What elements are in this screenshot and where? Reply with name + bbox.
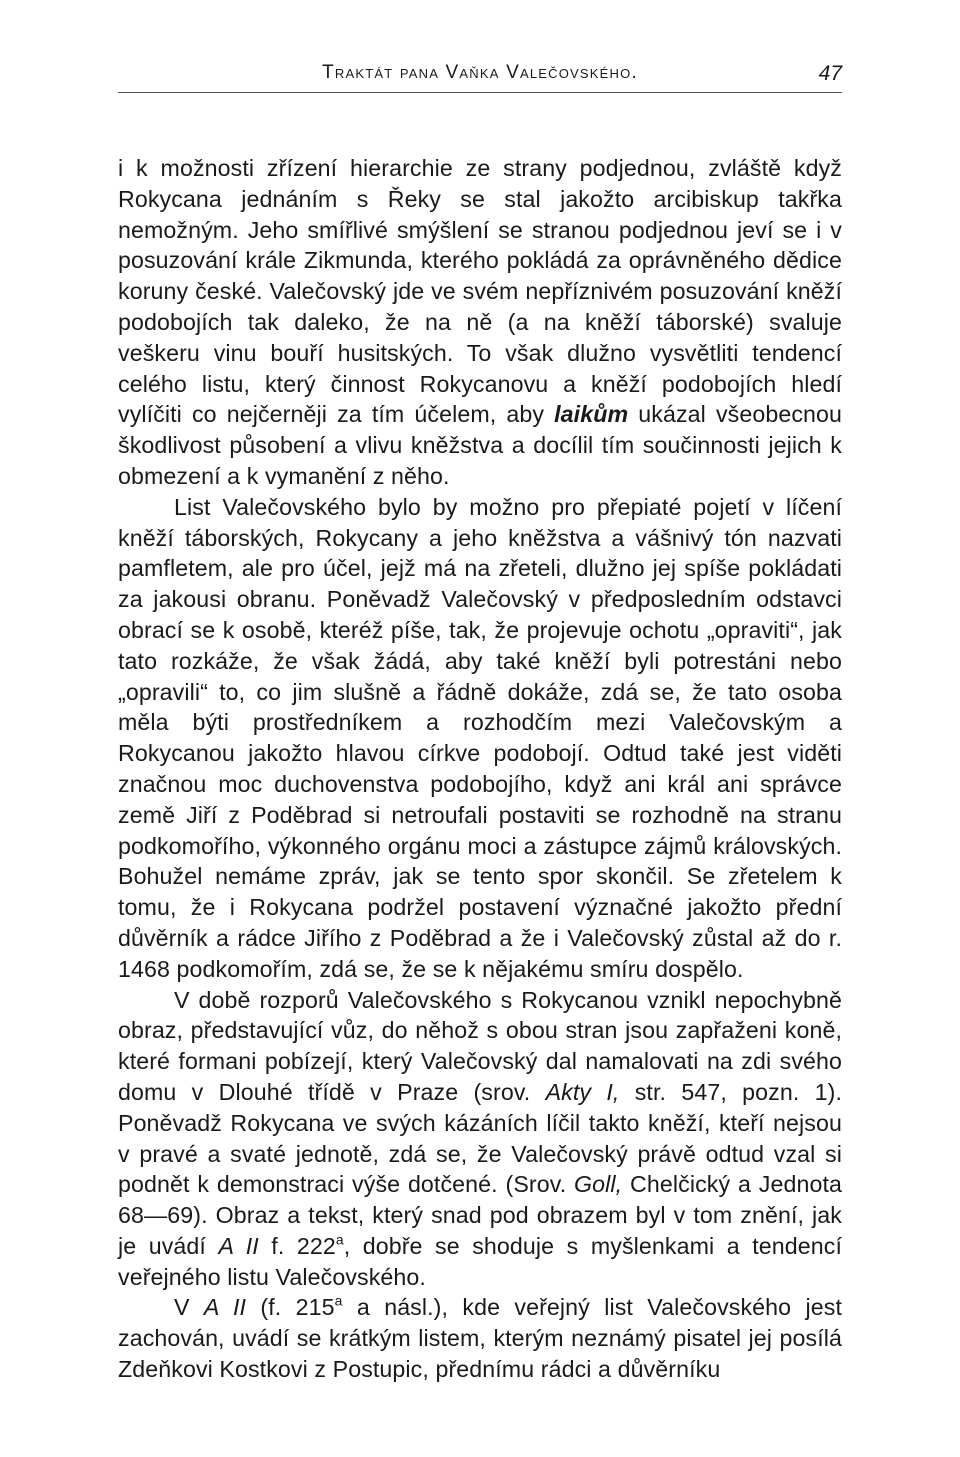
body-text (118, 153, 842, 1385)
paragraph (118, 153, 842, 492)
superscript: a (334, 1292, 343, 1309)
text-run: V době rozporů Valečovského s Rokycanou vznikl nepochybně obraz, představující vůz, do něhož s obou stran jsou zapřaženi koně, které formani pobízejí, který Valečovský dal namalovati na zdi svého domu v Dlouhé třídě v Praze (srov. (118, 986, 842, 1105)
superscript: a (335, 1231, 344, 1248)
text-run: ukázal všeobecnou škodlivost působení a vlivu kněžstva a docílil tím součinnosti jejich k obmezení a k vymanění z něho. (118, 401, 843, 489)
italic-text: A II (203, 1294, 247, 1321)
text-run: , dobře se shoduje s myšlenkami a tendencí veřejného listu Valečovského. (118, 1232, 843, 1290)
page-number: 47 (818, 62, 842, 85)
italic-text: Goll, (574, 1171, 623, 1198)
text-run: Chelčický a Jednota 68—69). Obraz a tekst, který snad pod obrazem byl v tom znění, jak je uvádí (118, 1171, 842, 1259)
italic-text: A II (218, 1232, 259, 1259)
running-title: Traktát pana Vaňka Valečovského. (322, 62, 638, 83)
italic-text: Akty I, (545, 1078, 620, 1105)
text-run: i k možnosti zřízení hierarchie ze strany podjednou, zvláště když Rokycana jednáním s Řeky se stal jakožto arcibiskup takřka nemožným. Jeho smířlivé smýšlení se stranou podjednou jeví se i v posuzování krále Zikmunda, kterého pokládá za oprávněného dědice koruny české. Valečovský jde ve svém nepříznivém posuzování kněží podobojích tak daleko, že na ně (a na kněží táborské) svaluje veškeru vinu bouří husitských. To však dlužno vysvětliti tendencí celého listu, který činnost Rokycanovu a kněží podobojích hledí vylíčiti co nejčerněji za tím účelem, aby (118, 155, 842, 428)
paragraph (118, 1292, 842, 1384)
text-run: f. 222 (258, 1232, 336, 1259)
text-run: (f. 215 (246, 1294, 335, 1321)
paragraph (118, 985, 842, 1293)
emphasis-text: laikům (554, 401, 629, 428)
paragraph (118, 492, 842, 985)
page-header (118, 58, 842, 93)
text-run: a násl.), kde veřejný list Valečovského jest zachován, uvádí se krátkým listem, kterým neznámý pisatel jej posílá Zdeňkovi Kostkovi z Postupic, přednímu rádci a důvěrníku (118, 1294, 842, 1383)
text-run: str. 547, pozn. 1). Poněvadž Rokycana ve svých kázáních líčil takto kněží, kteří nejsou v pravé a svaté jednotě, zdá se, že Valečovský právě odtud vzal si podnět k demonstraci výše dotčené. (Srov. (118, 1078, 842, 1198)
text-run: List Valečovského bylo by možno pro přepiaté pojetí v líčení kněží táborských, Rokycany a jeho kněžstva a vášnivý tón nazvati pamfletem, ale pro účel, jejž má na zřeteli, dlužno jej spíše pokládati za jakousi obranu. Poněvadž Valečovský v předposledním odstavci obrací se k osobě, kteréž píše, tak, že projevuje ochotu „opraviti“, jak tato rozkáže, že však žádá, aby také kněží byli potrestáni nebo „opravili“ to, co jim slušně a řádně dokáže, zdá se, že tato osoba měla býti prostředníkem a rozhodčím mezi Valečovským a Rokycanou jakožto hlavou církve podobojí. Odtud také jest viděti značnou moc duchovenstva podobojího, když ani král ani správce země Jiří z Poděbrad si netroufali postaviti se rozhodně na stranu podkomořího, výkonného orgánu moci a zástupce zájmů královských. Bohužel nemáme zpráv, jak se tento spor skončil. Se zřetelem k tomu, že i Rokycana podržel postavení význačné jakožto přední důvěrník a rádce Jiřího z Poděbrad a že i Valečovský zůstal až do r. 1468 podkomořím, zdá se, že se k nějakému smíru dospělo. (118, 493, 842, 982)
text-run: V (174, 1294, 204, 1321)
